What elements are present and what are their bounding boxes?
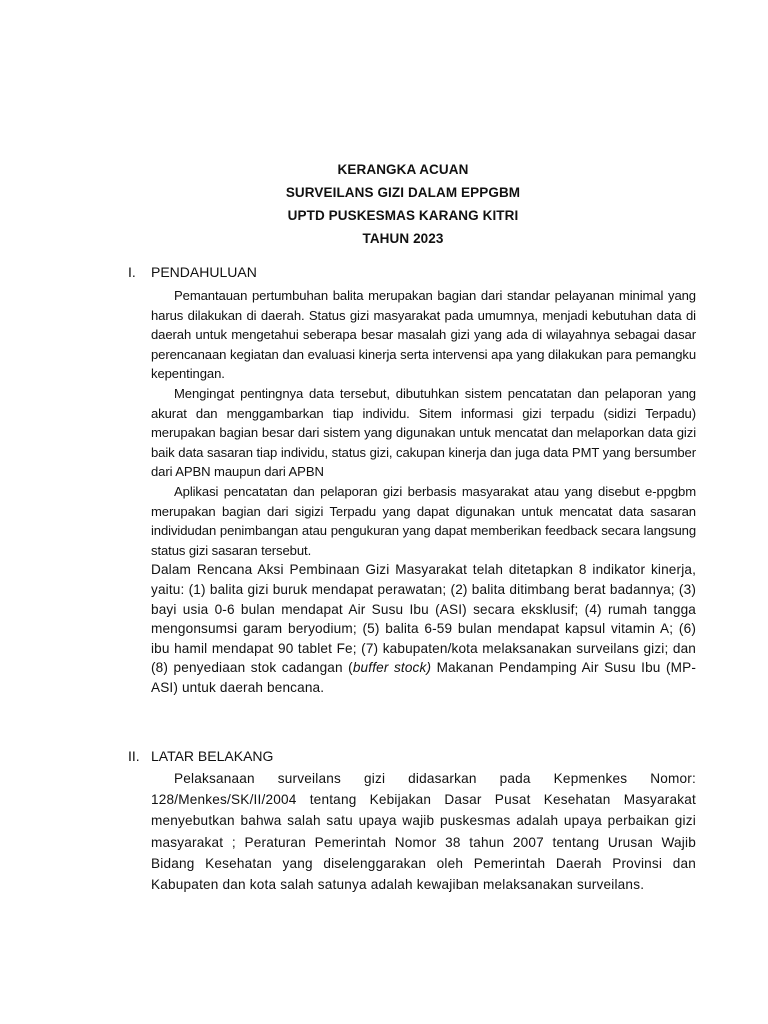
section-number: II. xyxy=(128,748,140,764)
paragraph: Pemantauan pertumbuhan balita merupakan bagian dari standar pelayanan minimal yang harus dilakukan di daerah. Status gizi masyarakat pada umumnya, menjadi kebutuhan data di daerah untuk mengetahui seberapa besar masalah gizi yang ada di wilayahnya sebagai dasar perencanaan kegiatan dan evaluasi kinerja serta intervensi apa yang dilakukan para pemangku kepentingan. xyxy=(151,288,696,382)
paragraph: Pelaksanaan surveilans gizi didasarkan pada Kepmenkes Nomor: 128/Menkes/SK/II/2004 tentang Kebijakan Dasar Pusat Kesehatan Masyarakat menyebutkan bahwa salah satu upaya wajib puskesmas adalah upaya perbaikan gizi masyarakat ; Peraturan Pemerintah Nomor 38 tahun 2007 tentang Urusan Wajib Bidang Kesehatan yang diselenggarakan oleh Pemerintah Daerah Provinsi dan Kabupaten dan kota salah satunya adalah kewajiban melaksanakan surveilans. xyxy=(151,771,696,893)
title-line-4: TAHUN 2023 xyxy=(362,231,444,246)
section-body xyxy=(151,768,696,895)
italic-term: buffer stock) xyxy=(352,660,432,676)
section-pendahuluan xyxy=(128,262,696,697)
document-title xyxy=(0,158,768,250)
section-heading xyxy=(128,746,696,766)
paragraph-text: Makanan Pendamping Air Susu Ibu (MP-ASI) untuk daerah bencana. xyxy=(151,660,696,695)
paragraph-text: Aplikasi pencatatan dan pelaporan gizi berbasis masyarakat atau yang disebut e-ppgbm merupakan bagian dari sigizi Terpadu yang dapat digunakan untuk mencatat data sasaran individudan penimbangan atau pengukuran yang dapat memberikan feedback secara langsung status gizi sasaran tersebut. xyxy=(151,483,696,558)
section-number: I. xyxy=(128,264,136,280)
section-latar-belakang xyxy=(128,746,696,895)
section-body xyxy=(151,286,696,697)
paragraph xyxy=(151,560,696,697)
section-title: LATAR BELAKANG xyxy=(151,748,274,764)
paragraph-text: Dalam Rencana Aksi Pembinaan Gizi Masyarakat telah ditetapkan 8 indikator kinerja, yaitu: (1) balita gizi buruk mendapat perawatan; (2) balita ditimbang berat badannya; (3) bayi usia 0-6 bulan mendapat Air Susu Ibu (ASI) secara eksklusif; (4) rumah tangga mengonsumsi garam beryodium; (5) balita 6-59 bulan mendapat kapsul vitamin A; (6) ibu hamil mendapat 90 tablet Fe; (7) kabupaten/kota melaksanakan surveilans gizi; dan (8) penyediaan stok cadangan ( xyxy=(151,562,696,676)
section-heading xyxy=(128,262,696,282)
paragraph: Mengingat pentingnya data tersebut, dibutuhkan sistem pencatatan dan pelaporan yang akurat dan menggambarkan tiap individu. Sitem informasi gizi terpadu (sidizi Terpadu) merupakan bagian besar dari sistem yang digunakan untuk mencatat dan melaporkan data gizi baik data sasaran tiap individu, status gizi, cakupan kinerja dan juga data PMT yang bersumber dari APBN maupun dari APBN xyxy=(151,385,696,480)
title-line-3: UPTD PUSKESMAS KARANG KITRI xyxy=(287,208,519,223)
paragraph xyxy=(151,482,696,560)
title-line-2: SURVEILANS GIZI DALAM EPPGBM xyxy=(285,185,521,200)
title-line-1: KERANGKA ACUAN xyxy=(337,162,469,177)
section-title: PENDAHULUAN xyxy=(151,264,257,280)
